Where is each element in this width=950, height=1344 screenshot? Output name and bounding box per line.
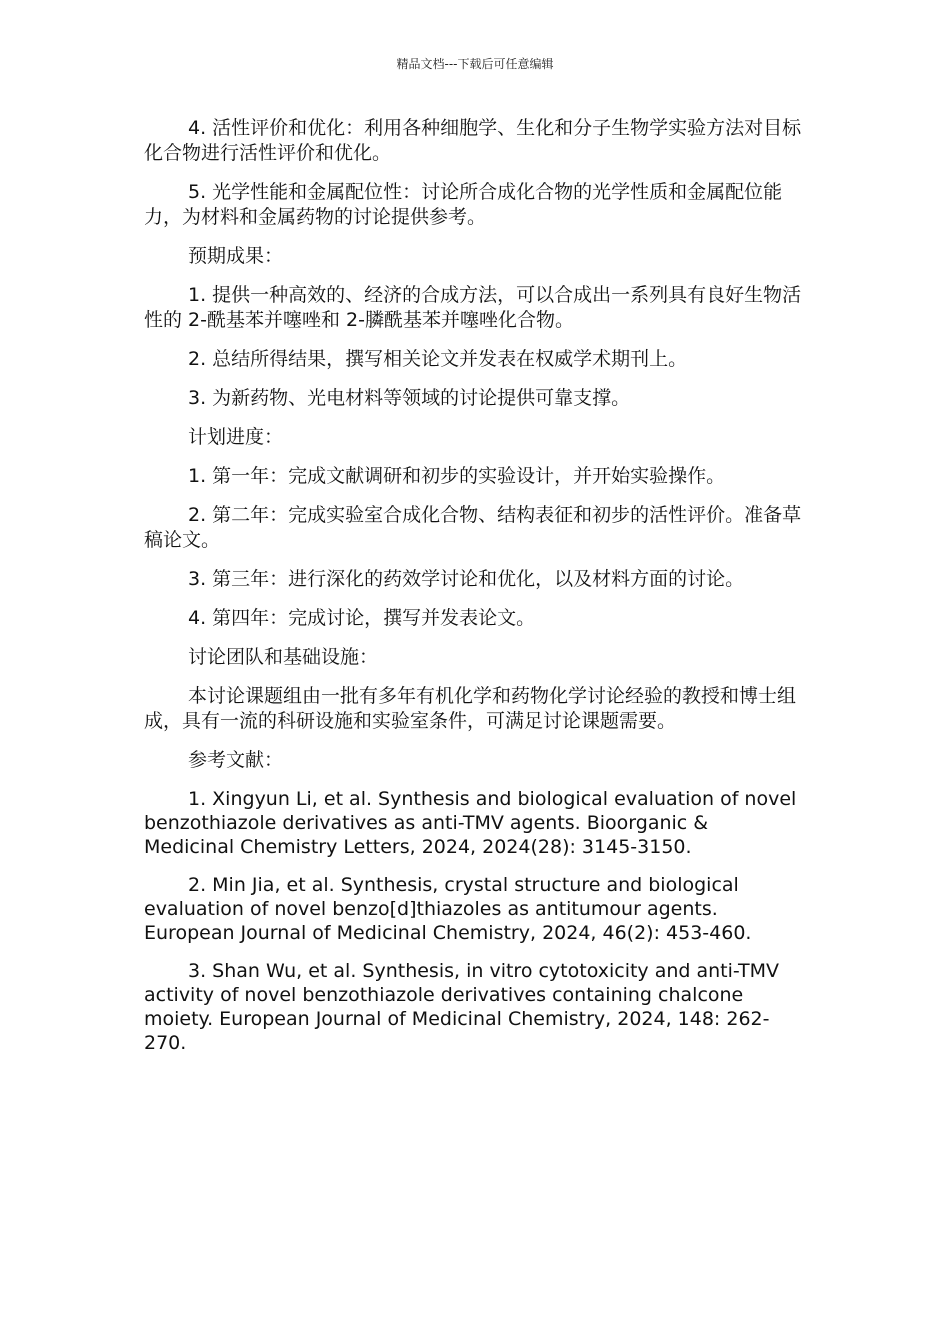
heading-schedule: 计划进度：: [188, 426, 284, 448]
paragraph-year-3: 3. 第三年：进行深化的药效学讨论和优化，以及材料方面的讨论。: [188, 568, 745, 590]
heading-references: 参考文献：: [188, 749, 284, 771]
paragraph-result-2: 2. 总结所得结果，撰写相关论文并发表在权威学术期刊上。: [188, 348, 688, 370]
paragraph-result-3: 3. 为新药物、光电材料等领域的讨论提供可靠支撑。: [188, 387, 631, 409]
paragraph-year-1: 1. 第一年：完成文献调研和初步的实验设计，并开始实验操作。: [188, 465, 726, 487]
paragraph-year-4: 4. 第四年：完成讨论，撰写并发表论文。: [188, 607, 536, 629]
heading-expected-results: 预期成果：: [188, 245, 284, 267]
reference-2: 2. Min Jia, et al. Synthesis, crystal structure and biological evaluation of novel benzo[d]thiazoles as antitumour agents. European Journal of Medicinal Chemistry, 2024, 46(2): 453-460.: [144, 874, 752, 944]
reference-3: 3. Shan Wu, et al. Synthesis, in vitro cytotoxicity and anti-TMV activity of novel benzothiazole derivatives containing chalcone moiety. European Journal of Medicinal Chemistry, 2024, 148: 262-270.: [144, 960, 780, 1054]
paragraph-result-1: 1. 提供一种高效的、经济的合成方法，可以合成出一系列具有良好生物活性的 2-酰基苯并噻唑和 2-膦酰基苯并噻唑化合物。: [144, 284, 802, 331]
paragraph-year-2: 2. 第二年：完成实验室合成化合物、结构表征和初步的活性评价。准备草稿论文。: [144, 504, 802, 551]
page-header: 精品文档---下载后可任意编辑: [396, 57, 554, 71]
paragraph-team: 本讨论课题组由一批有多年有机化学和药物化学讨论经验的教授和博士组成，具有一流的科研设施和实验室条件，可满足讨论课题需要。: [144, 685, 797, 732]
reference-1: 1. Xingyun Li, et al. Synthesis and biological evaluation of novel benzothiazole derivatives as anti-TMV agents. Bioorganic & Medicinal Chemistry Letters, 2024, 2024(28): 3145-3150.: [144, 788, 797, 858]
paragraph-activity-evaluation: 4. 活性评价和优化：利用各种细胞学、生化和分子生物学实验方法对目标化合物进行活性评价和优化。: [144, 117, 802, 164]
heading-team-facilities: 讨论团队和基础设施：: [188, 646, 379, 668]
paragraph-optical-properties: 5. 光学性能和金属配位性：讨论所合成化合物的光学性质和金属配位能力，为材料和金属药物的讨论提供参考。: [144, 181, 783, 228]
document-body: [144, 116, 804, 1069]
